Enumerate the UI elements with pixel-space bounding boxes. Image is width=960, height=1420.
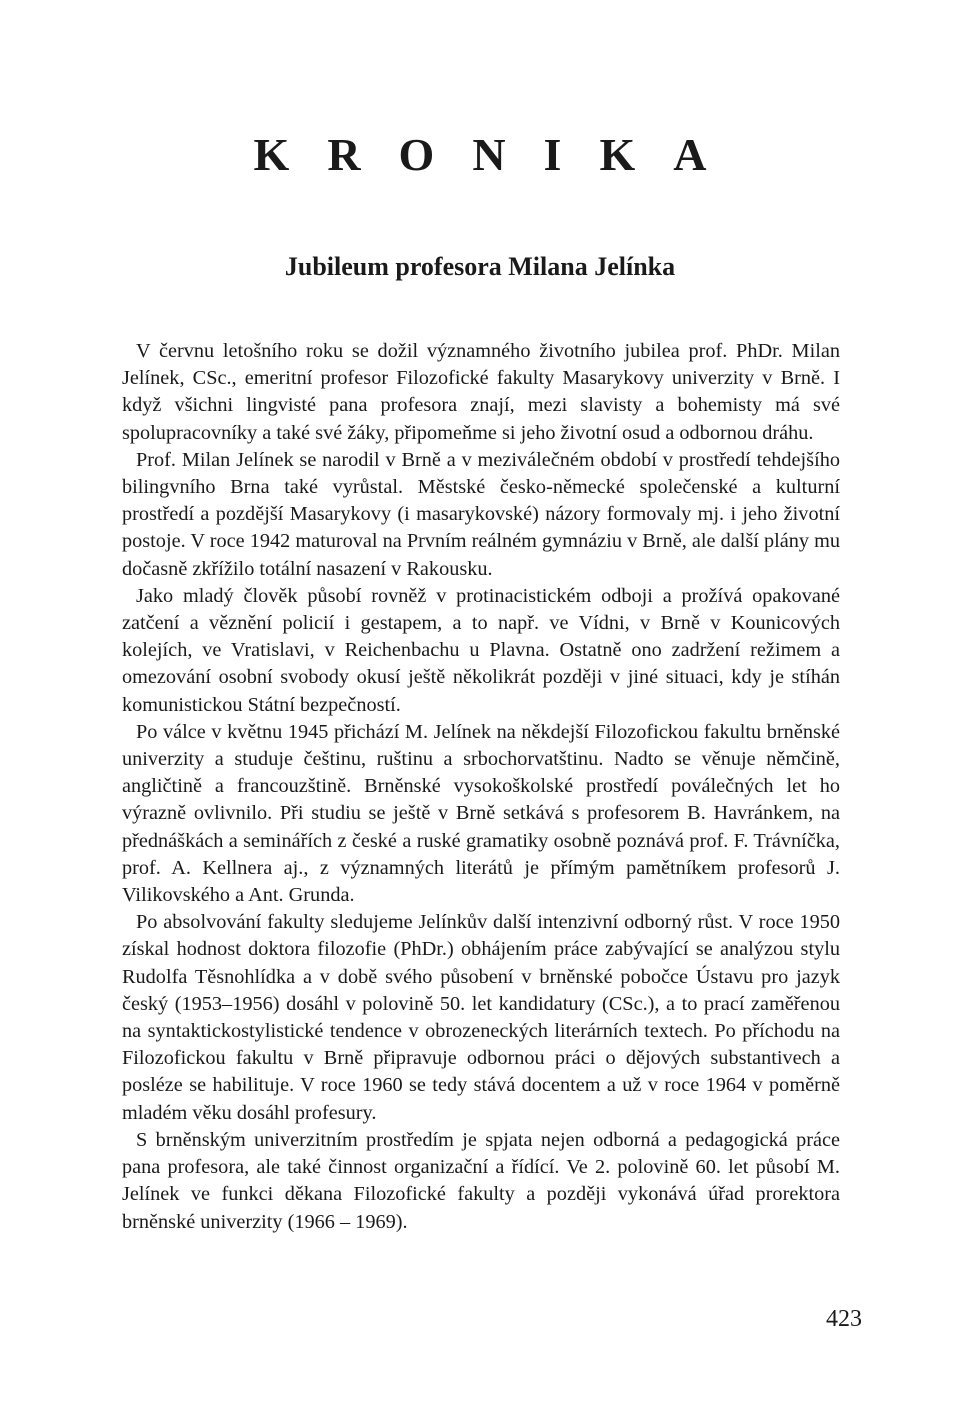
article-title: Jubileum profesora Milana Jelínka: [284, 252, 676, 281]
paragraph: Po válce v květnu 1945 přichází M. Jelínek na někdejší Filozofickou fakultu brněnské univerzity a studuje češtinu, ruštinu a srbochorvatštinu. Nadto se věnuje němčině, angličtině a francouzštině. Brněnské vysokoškolské prostředí poválečných let ho výrazně ovlivnilo. Při studiu se ještě v Brně setkává s profesorem B. Havránkem, na přednáškách a seminářích z české a ruské gramatiky osobně poznává prof. F. Trávníčka, prof. A. Kellnera aj., z významných literátů je přímým pamětníkem profesorů J. Vilikovského a Ant. Grunda.: [122, 720, 840, 907]
paragraph: Po absolvování fakulty sledujeme Jelínkův další intenzivní odborný růst. V roce 1950 získal hodnost doktora filozofie (PhDr.) obhájením práce zabývající se analýzou stylu Rudolfa Těsnohlídka a v době svého působení v brněnské pobočce Ústavu pro jazyk český (1953–1956) dosáhl v polovině 50. let kandidatury (CSc.), a to prací zaměřenou na syntaktickostylistické tendence v obrozeneckých literárních textech. Po příchodu na Filozofickou fakultu v Brně připravuje odbornou práci o dějových substantivech a posléze se habilituje. V roce 1960 se tedy stává docentem a už v roce 1964 v poměrně mladém věku dosáhl profesury.: [122, 911, 840, 1124]
page-number: 423: [826, 1306, 862, 1332]
paragraph: V červnu letošního roku se dožil významného životního jubilea prof. PhDr. Milan Jelínek, CSc., emeritní profesor Filozofické fakulty Masarykovy univerzity v Brně. I když všichni lingvisté pana profesora znají, mezi slavisty a bohemisty má své spolupracovníky a také své žáky, připomeňme si jeho životní osud a odbornou dráhu.: [122, 340, 840, 444]
section-title: KRONIKA: [253, 129, 745, 180]
article-body: [122, 338, 840, 1236]
paragraph: S brněnským univerzitním prostředím je spjata nejen odborná a pedagogická práce pana profesora, ale také činnost organizační a řídící. Ve 2. polovině 60. let působí M. Jelínek ve funkci děkana Filozofické fakulty a později vykonává úřad prorektora brněnské univerzity (1966 – 1969).: [122, 1128, 840, 1233]
paragraph: Prof. Milan Jelínek se narodil v Brně a v meziválečném období v prostředí tehdejšího bilingvního Brna také vyrůstal. Městské česko-německé společenské a kulturní prostředí a pozdější Masarykovy (i masarykovské) názory formovaly mj. i jeho životní postoje. V roce 1942 maturoval na Prvním reálném gymnáziu v Brně, ale další plány mu dočasně zkřížilo totální nasazení v Rakousku.: [122, 448, 840, 580]
paragraph: Jako mladý člověk působí rovněž v protinacistickém odboji a prožívá opakované zatčení a věznění policií i gestapem, a to např. ve Vídni, v Brně v Kounicových kolejích, ve Vratislavi, v Reichenbachu u Plavna. Ostatně ono zadržení režimem a omezování osobní svobody okusí ještě několikrát později v jiné situaci, kdy je stíhán komunistickou Státní bezpečností.: [122, 584, 840, 716]
